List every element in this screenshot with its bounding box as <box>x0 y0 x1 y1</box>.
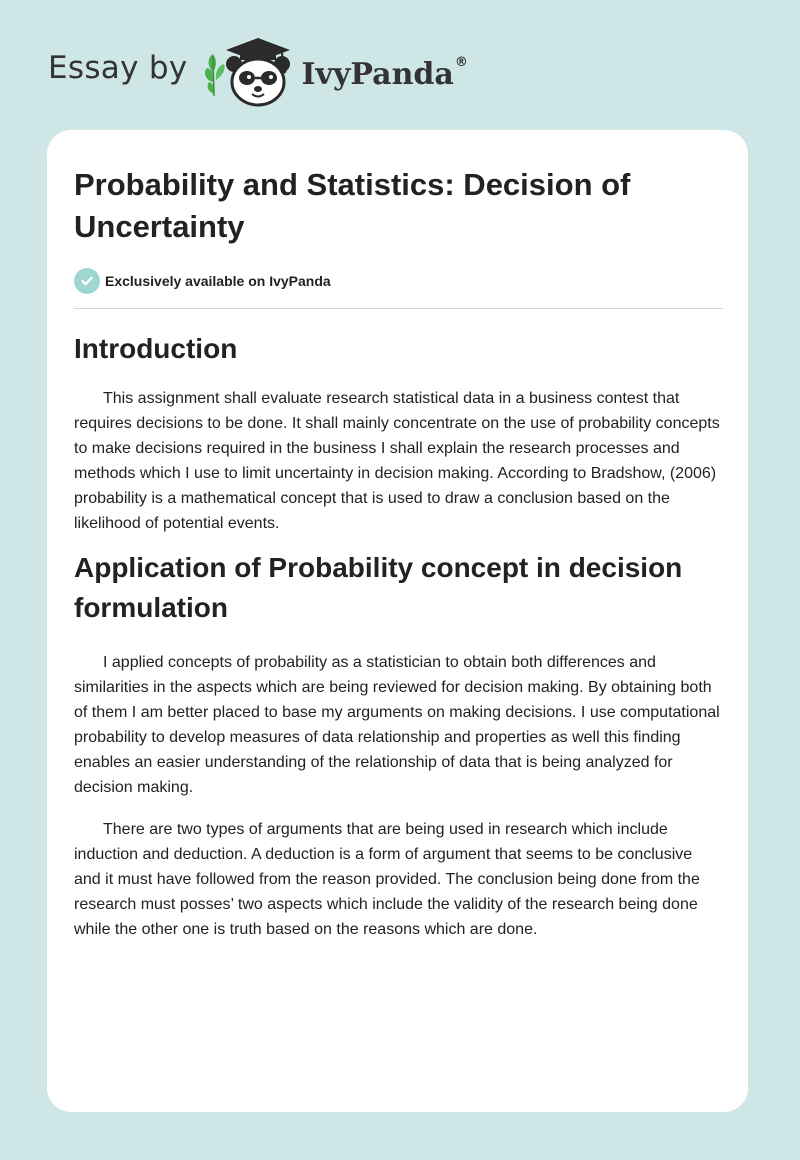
exclusive-badge-text: Exclusively available on IvyPanda <box>105 273 331 289</box>
essay-card <box>47 130 748 1112</box>
registered-mark: ® <box>454 54 468 70</box>
brand-name[interactable]: IvyPanda <box>301 56 454 92</box>
paragraph: This assignment shall evaluate research statistical data in a business contest that requires decisions to be done. It shall mainly concentrate on the use of probability concepts to make decisions required in the business I shall explain the research processes and methods which I use to limit uncertainty in decision making. According to Bradshow, (2006) probability is a mathematical concept that is used to draw a conclusion based on the likelihood of potential events. <box>74 390 720 532</box>
exclusive-badge <box>74 268 722 294</box>
check-circle-icon <box>74 268 100 294</box>
essay-title: Probability and Statistics: Decision of Uncertainty <box>74 167 631 244</box>
site-header <box>48 36 468 108</box>
leaf-icon <box>205 54 225 96</box>
panda-graduate-logo-icon[interactable] <box>204 36 300 108</box>
essay-content <box>74 164 722 942</box>
paragraph: There are two types of arguments that are being used in research which include induction and deduction. A deduction is a form of argument that seems to be conclusive and it must have followed from the reason provided. The conclusion being done from the research must posses’ two aspects which include the validity of the research being done while the other one is truth based on the reasons which are done. <box>74 821 700 938</box>
section-heading-introduction: Introduction <box>74 333 238 364</box>
section-heading-application: Application of Probability concept in decision formulation <box>74 552 683 623</box>
essay-by-label: Essay by <box>48 50 188 86</box>
title-divider <box>74 308 723 309</box>
paragraph: I applied concepts of probability as a statistician to obtain both differences and similarities in the aspects which are being reviewed for decision making. By obtaining both of them I am better placed to base my arguments on making decisions. I use computational probability to develop measures of data relationship and properties as well this finding enables an easier understanding of the relationship of data that is being analyzed for decision making. <box>74 654 720 796</box>
